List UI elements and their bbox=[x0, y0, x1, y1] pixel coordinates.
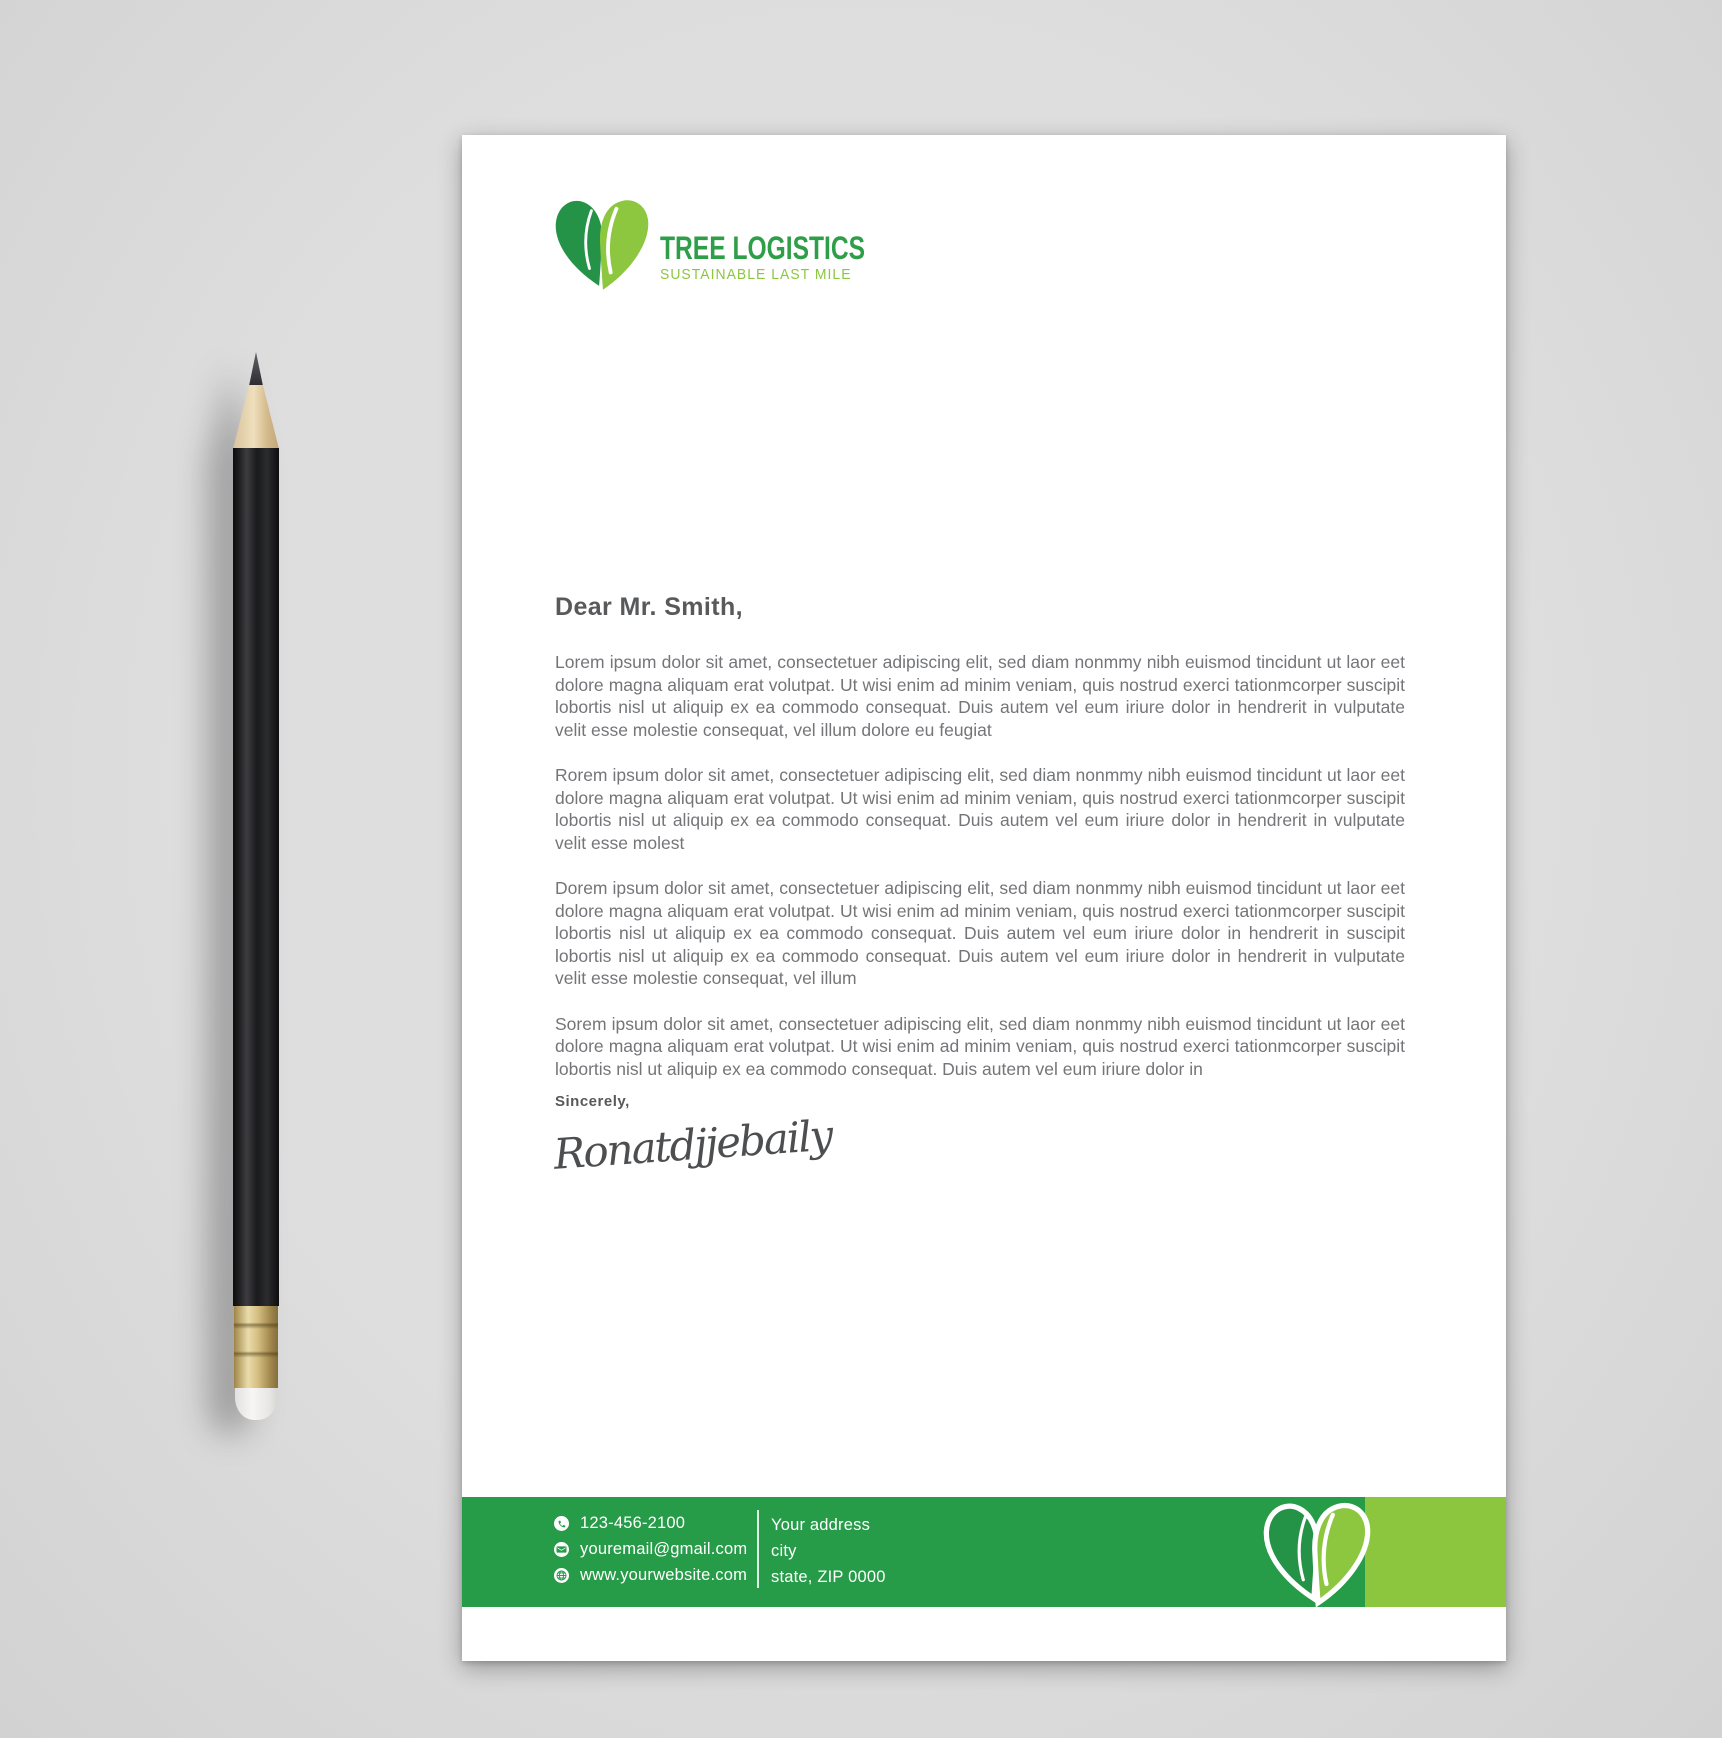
address-line-1: Your address bbox=[771, 1516, 871, 1534]
pencil-body bbox=[233, 448, 279, 1306]
footer-heart-leaves-icon bbox=[1259, 1497, 1375, 1607]
brand-header bbox=[549, 191, 910, 295]
pencil-graphite-tip bbox=[249, 352, 263, 386]
closing: Sincerely, bbox=[555, 1093, 630, 1110]
footer-divider bbox=[757, 1510, 759, 1588]
contact-row-website bbox=[554, 1564, 747, 1586]
contact-row-phone bbox=[554, 1512, 747, 1534]
paragraph-3: Dorem ipsum dolor sit amet, consectetuer adipiscing elit, sed diam nonmmy nibh euismod tincidunt ut laor eet dolore magna aliquam erat volutpat. Ut wisi enim ad minim veniam, quis nostrud exerci tationmcorper suscipit lobortis nisl ut aliquip ex ea commodo consequat. Duis autem vel eum iriure dolor in hendrerit in suscipit lobortis nisl ut aliquip ex ea commodo consequat. Duis autem vel eum iriure dolor in hendrerit in vulputate velit esse molestie consequat, vel illum bbox=[555, 878, 1405, 988]
phone-icon bbox=[554, 1516, 569, 1531]
footer-bar bbox=[462, 1497, 1506, 1607]
pencil-ferrule bbox=[234, 1306, 278, 1388]
paragraph-1: Lorem ipsum dolor sit amet, consectetuer adipiscing elit, sed diam nonmmy nibh euismod tincidunt ut laor eet dolore magna aliquam erat volutpat. Ut wisi enim ad minim veniam, quis nostrud exerci tationmcorper suscipit lobortis nisl ut aliquip ex ea commodo consequat. Duis autem vel eum iriure dolor in hendrerit in vulputate velit esse molestie consequat, vel illum dolore eu feugiat bbox=[555, 652, 1405, 740]
pencil-wood-cone bbox=[233, 385, 279, 449]
letter-body bbox=[555, 651, 1405, 1103]
website-url: www.yourwebsite.com bbox=[580, 1565, 748, 1584]
address-line-3: state, ZIP 0000 bbox=[771, 1568, 886, 1586]
address-line-2: city bbox=[771, 1542, 797, 1560]
brand-name: TREE LOGISTICS bbox=[660, 231, 866, 267]
contact-row-email bbox=[554, 1538, 747, 1560]
globe-icon bbox=[554, 1568, 569, 1583]
paragraph-4: Sorem ipsum dolor sit amet, consectetuer adipiscing elit, sed diam nonmmy nibh euismod tincidunt ut laor eet dolore magna aliquam erat volutpat. Ut wisi enim ad minim veniam, quis nostrud exerci tationmcorper suscipit lobortis nisl ut aliquip ex ea commodo consequat. Duis autem vel eum iriure dolor in bbox=[555, 1013, 1405, 1079]
phone-number: 123-456-2100 bbox=[580, 1513, 686, 1532]
contact-block bbox=[554, 1512, 747, 1590]
letterhead-page bbox=[462, 135, 1506, 1661]
address-block bbox=[771, 1512, 886, 1590]
brand-text bbox=[660, 231, 910, 284]
signature: Ronatdjjebaily bbox=[552, 1110, 833, 1179]
heart-leaves-icon bbox=[549, 191, 655, 295]
pencil-eraser bbox=[235, 1388, 277, 1420]
brand-tagline: SUSTAINABLE LAST MILE bbox=[660, 266, 852, 283]
pencil bbox=[231, 352, 281, 1420]
salutation: Dear Mr. Smith, bbox=[555, 593, 743, 621]
email-icon bbox=[554, 1542, 569, 1557]
email-address: youremail@gmail.com bbox=[580, 1539, 748, 1558]
paragraph-2: Rorem ipsum dolor sit amet, consectetuer adipiscing elit, sed diam nonmmy nibh euismod tincidunt ut laor eet dolore magna aliquam erat volutpat. Ut wisi enim ad minim veniam, quis nostrud exerci tationmcorper suscipit lobortis nisl ut aliquip ex ea commodo consequat. Duis autem vel eum iriure dolor in hendrerit in vulputate velit esse molest bbox=[555, 765, 1405, 853]
footer-accent-panel bbox=[1365, 1497, 1506, 1607]
